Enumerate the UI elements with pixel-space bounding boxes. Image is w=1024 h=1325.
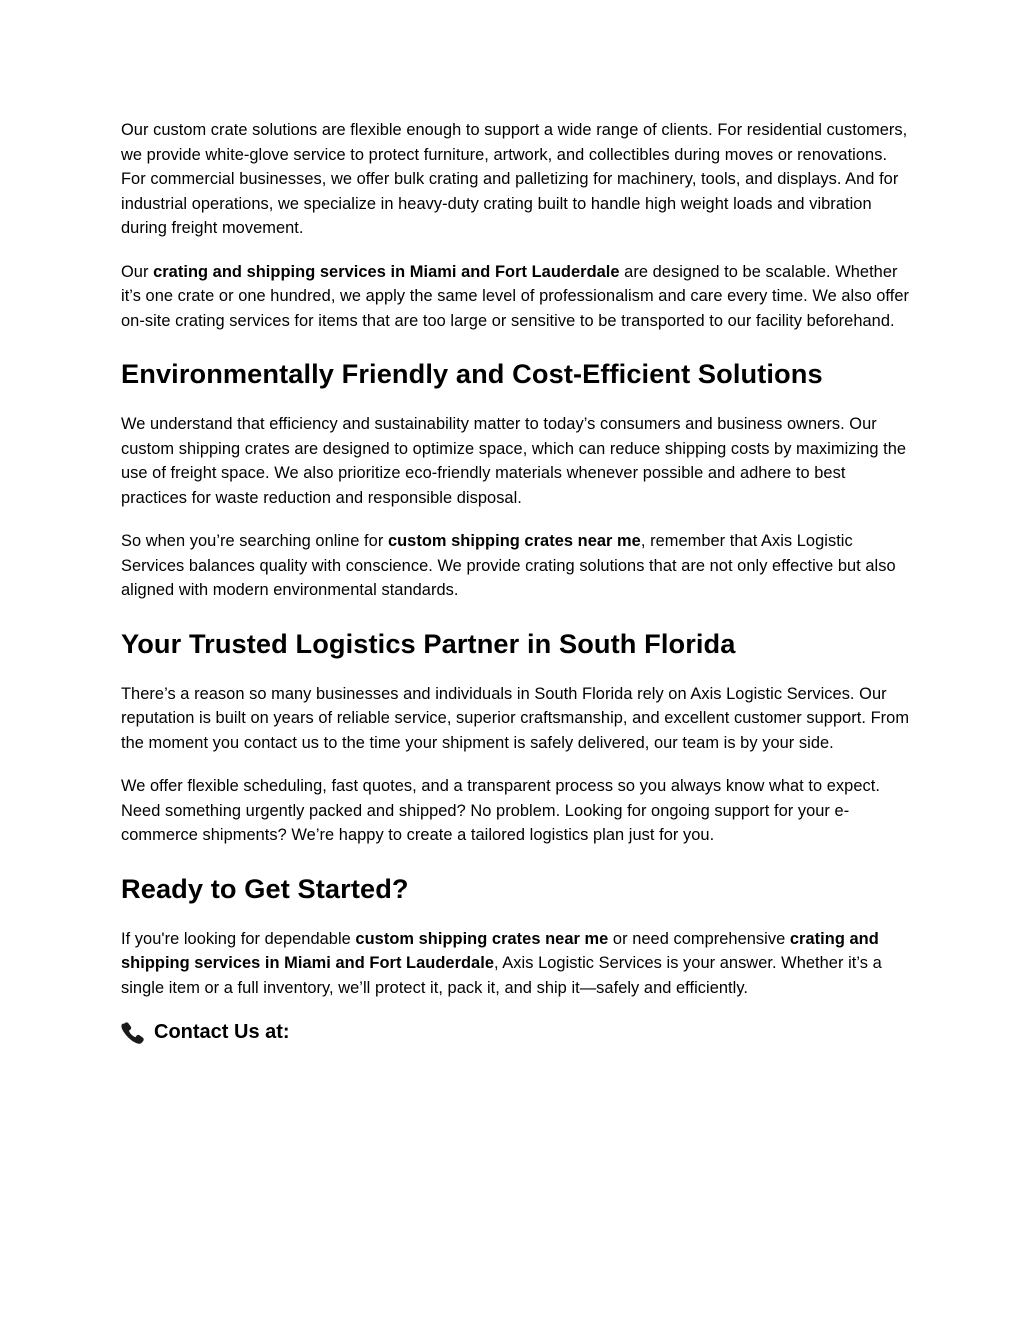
text-run: Our (121, 262, 154, 281)
telephone-receiver-icon (121, 1020, 148, 1044)
paragraph-conscience (121, 529, 911, 603)
contact-heading-text: Contact Us at: (154, 1021, 290, 1043)
text-run: So when you’re searching online for (121, 532, 388, 550)
bold-keyword: custom shipping crates near me (387, 532, 641, 550)
paragraph-call-to-action (121, 927, 911, 1001)
text-run: are designed to be scalable. Whether it’s one crate or one hundred, we apply the same level of professionalism and care every time. We also offer on-site crating services for items that are too large or sensitive to be transported to our facility beforehand. (121, 262, 910, 330)
receiver-shape (121, 1022, 143, 1043)
text-run: , Axis Logistic Services is your answer. Whether it’s a single item or a full inventory, we’ll protect it, pack it, and ship it—safely and efficiently. (121, 954, 882, 997)
paragraph-reputation: There’s a reason so many businesses and individuals in South Florida rely on Axis Logistic Services. Our reputation is built on years of reliable service, superior craftsmanship, and excellent customer support. From the moment you contact us to the time your shipment is safely delivered, our team is by your side. (121, 684, 910, 752)
text-run: , remember that Axis Logistic Services balances quality with conscience. We provide crating solutions that are not only effective but also aligned with modern environmental standards. (121, 532, 896, 599)
text-run: If you're looking for dependable (121, 929, 356, 948)
paragraph-scalable-services (121, 260, 911, 334)
bold-keyword: crating and shipping services in Miami and Fort Lauderdale (121, 929, 879, 972)
document-page (121, 118, 911, 1045)
paragraph-efficiency: We understand that efficiency and sustainability matter to today’s consumers and business owners. Our custom shipping crates are designed to optimize space, which can reduce shipping costs by maximizing the use of freight space. We also prioritize eco-friendly materials whenever possible and adhere to best practices for waste reduction and responsible disposal. (121, 415, 907, 507)
bold-keyword: crating and shipping services in Miami and Fort Lauderdale (153, 262, 620, 281)
paragraph-client-types: Our custom crate solutions are flexible enough to support a wide range of clients. For residential customers, we provide white-glove service to protect furniture, artwork, and collectibles during moves or renovations. For commercial businesses, we offer bulk crating and palletizing for machinery, tools, and displays. And for industrial operations, we specialize in heavy-duty crating built to handle high weight loads and vibration during freight movement. (121, 121, 908, 237)
heading-trusted-partner: Your Trusted Logistics Partner in South Florida (121, 627, 736, 659)
heading-ready-to-start: Ready to Get Started? (121, 872, 409, 904)
text-run: or need comprehensive (608, 929, 790, 948)
contact-heading (121, 1019, 911, 1045)
bold-keyword: custom shipping crates near me (355, 929, 609, 948)
paragraph-scheduling: We offer flexible scheduling, fast quotes, and a transparent process so you always know what to expect. Need something urgently packed and shipped? No problem. Looking for ongoing support for your e-commerce shipments? We’re happy to create a tailored logistics plan just for you. (121, 777, 880, 844)
heading-environmentally-friendly: Environmentally Friendly and Cost-Efficient Solutions (121, 358, 823, 389)
